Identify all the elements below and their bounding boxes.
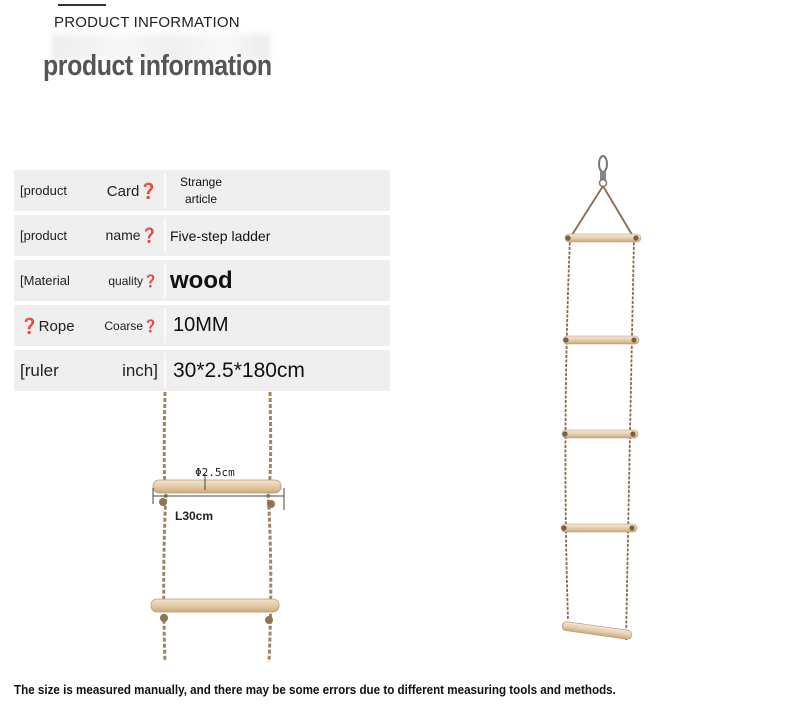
- spec-label-suffix: Card❓: [106, 182, 158, 200]
- ladder-detail-photo: [145, 392, 295, 662]
- rung-5: [562, 621, 633, 640]
- row-divider: [164, 308, 166, 343]
- spec-row-name: [14, 215, 390, 256]
- row-divider: [164, 218, 166, 253]
- spec-value: Five-step ladder: [170, 227, 271, 244]
- spec-label: [ruler: [20, 360, 59, 380]
- spec-label: [product: [20, 228, 67, 243]
- spec-label-suffix: quality❓: [108, 273, 158, 288]
- spec-value: Strange article: [179, 174, 223, 206]
- rung-1: [565, 234, 641, 242]
- spec-label: [Material: [20, 273, 70, 288]
- rung-lower: [151, 599, 279, 612]
- spec-value: 10MM: [173, 314, 229, 336]
- footer-note: The size is measured manually, and there may be some errors due to different measuring tools and methods.: [14, 683, 616, 697]
- diameter-label: Φ2.5cm: [195, 466, 235, 479]
- spec-row-material: [14, 260, 390, 301]
- spec-row-rope: [14, 305, 390, 346]
- ladder-full-photo: [550, 150, 650, 655]
- row-divider: [164, 173, 166, 208]
- section-eyebrow: PRODUCT INFORMATION: [54, 14, 240, 31]
- spec-label-suffix: inch]: [122, 360, 158, 380]
- length-label: L30cm: [175, 509, 214, 523]
- hook-icon: [599, 156, 607, 187]
- spec-label: ❓Rope: [20, 317, 75, 335]
- spec-value: wood: [170, 266, 233, 294]
- rung-upper: [153, 480, 281, 493]
- top-rule: [58, 4, 106, 6]
- spec-row-card: [14, 170, 390, 211]
- spec-value: 30*2.5*180cm: [173, 358, 305, 382]
- rung-4: [561, 524, 637, 532]
- spec-label-suffix: Coarse❓: [104, 318, 158, 333]
- row-divider: [164, 263, 166, 298]
- spec-label: [product: [20, 183, 67, 198]
- row-divider: [164, 353, 166, 388]
- spec-label-suffix: name❓: [105, 227, 158, 243]
- page-title: product information: [43, 50, 272, 82]
- spec-row-size: [14, 350, 390, 391]
- rung-2: [563, 336, 639, 344]
- rung-3: [562, 430, 638, 438]
